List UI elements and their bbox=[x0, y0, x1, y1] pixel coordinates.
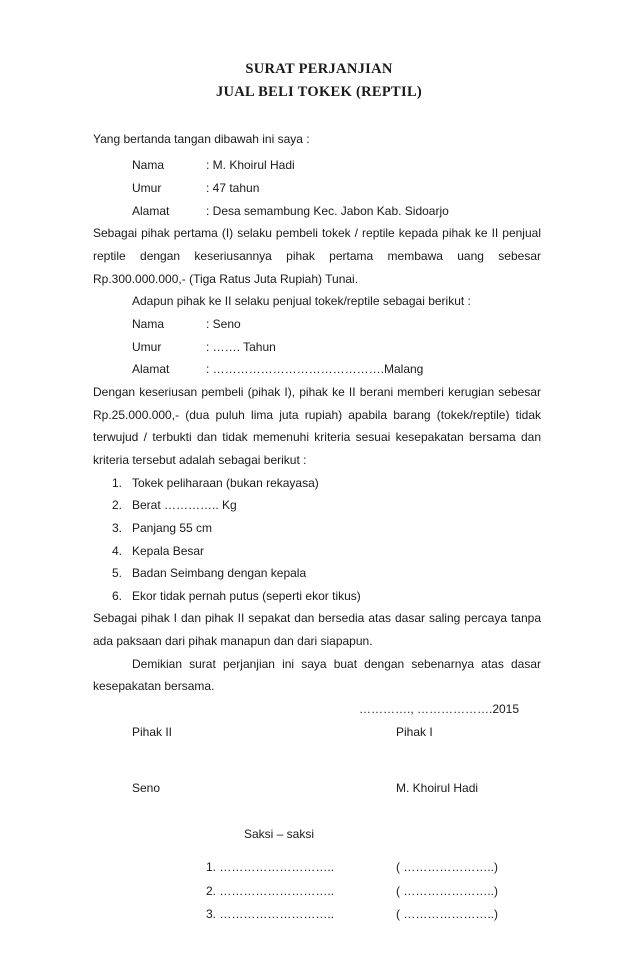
pihak-i-signature-name: M. Khoirul Hadi bbox=[396, 781, 479, 795]
pihak2-alamat-value: : …………………………………….Malang bbox=[206, 362, 424, 376]
criteria-number: 2. bbox=[112, 498, 123, 512]
pihak2-umur-label: Umur bbox=[132, 340, 162, 354]
pihak1-nama-label: Nama bbox=[132, 158, 165, 172]
criteria-item: Kepala Besar bbox=[132, 544, 205, 558]
para3-line-2: Rp.25.000.000,- (dua puluh lima juta rupiah) apabila barang (tokek/reptile) tidak bbox=[93, 408, 541, 422]
intro-text: Yang bertanda tangan dibawah ini saya : bbox=[93, 132, 310, 146]
pihak1-nama-value: : M. Khoirul Hadi bbox=[206, 158, 295, 172]
criteria-item: Panjang 55 cm bbox=[132, 521, 213, 535]
criteria-number: 6. bbox=[112, 589, 123, 603]
para3-line-3: terwujud / terbukti dan tidak memenuhi kriteria sesuai kesepakatan bersama dan bbox=[93, 430, 541, 444]
para5-line-1: Demikian surat perjanjian ini saya buat dengan sebenarnya atas dasar bbox=[132, 657, 541, 671]
title-line-1: SURAT PERJANJIAN bbox=[245, 61, 393, 77]
pihak2-umur-value: : ……. Tahun bbox=[206, 340, 276, 354]
pihak-i-label: Pihak I bbox=[396, 725, 433, 739]
pihak-ii-label: Pihak II bbox=[132, 725, 173, 739]
pihak1-alamat-label: Alamat bbox=[132, 204, 170, 218]
pihak2-nama-value: : Seno bbox=[206, 317, 241, 331]
criteria-item: Tokek peliharaan (bukan rekayasa) bbox=[132, 476, 319, 490]
saksi-right-line: ( …………………..) bbox=[396, 860, 498, 874]
saksi-left-line: 2. ……………………….. bbox=[206, 884, 335, 898]
saksi-title: Saksi – saksi bbox=[244, 827, 315, 841]
criteria-item: Ekor tidak pernah putus (seperti ekor tikus) bbox=[132, 589, 361, 603]
pihak2-alamat-label: Alamat bbox=[132, 362, 170, 376]
criteria-number: 1. bbox=[112, 476, 123, 490]
criteria-item: Berat ………….. Kg bbox=[132, 498, 237, 512]
date-line: …………., ……………….2015 bbox=[359, 702, 520, 716]
criteria-item: Badan Seimbang dengan kepala bbox=[132, 566, 307, 580]
para1-line-3: Rp.300.000.000,- (Tiga Ratus Juta Rupiah) Tunai. bbox=[93, 272, 359, 286]
para5-line-2: kesepakatan bersama. bbox=[93, 679, 215, 693]
saksi-left-line: 3. ……………………….. bbox=[206, 907, 335, 921]
para3-line-1: Dengan keseriusan pembeli (pihak I), pihak ke II berani memberi kerugian sebesar bbox=[93, 385, 541, 399]
saksi-right-line: ( …………………..) bbox=[396, 884, 498, 898]
criteria-number: 5. bbox=[112, 566, 123, 580]
saksi-left-line: 1. ……………………….. bbox=[206, 860, 335, 874]
title-line-2: JUAL BELI TOKEK (REPTIL) bbox=[215, 84, 423, 100]
para4-line-1: Sebagai pihak I dan pihak II sepakat dan bersedia atas dasar saling percaya tanpa bbox=[93, 611, 541, 625]
pihak1-umur-label: Umur bbox=[132, 181, 162, 195]
para1-line-1: Sebagai pihak pertama (I) selaku pembeli tokek / reptile kepada pihak ke II penjual bbox=[93, 226, 541, 240]
pihak1-umur-value: : 47 tahun bbox=[206, 181, 260, 195]
criteria-number: 3. bbox=[112, 521, 123, 535]
criteria-number: 4. bbox=[112, 544, 123, 558]
saksi-right-line: ( …………………..) bbox=[396, 907, 498, 921]
pihak1-alamat-value: : Desa semambung Kec. Jabon Kab. Sidoarjo bbox=[206, 204, 449, 218]
para1-line-2: reptile dengan keseriusannya pihak pertama membawa uang sebesar bbox=[93, 249, 541, 263]
para2-text: Adapun pihak ke II selaku penjual tokek/reptile sebagai berikut : bbox=[132, 294, 471, 308]
pihak-ii-signature-name: Seno bbox=[132, 781, 161, 795]
para4-line-2: ada paksaan dari pihak manapun dan dari siapapun. bbox=[93, 634, 373, 648]
pihak2-nama-label: Nama bbox=[132, 317, 165, 331]
para3-line-4: kriteria tersebut adalah sebagai berikut : bbox=[93, 453, 307, 467]
